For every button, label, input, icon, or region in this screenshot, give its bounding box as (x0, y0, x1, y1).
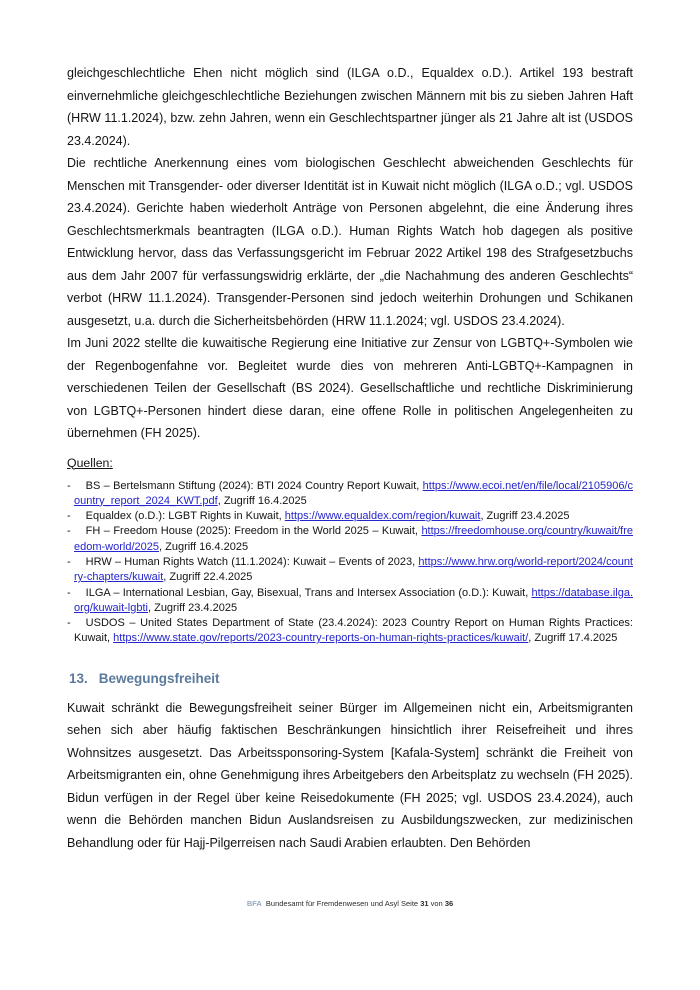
source-link[interactable]: https://www.state.gov/reports/2023-country-reports-on-human-rights-practices/kuwait/ (113, 632, 529, 645)
source-text: ILGA – International Lesbian, Gay, Bisexual, Trans and Intersex Association (o.D.): Kuwait, (85, 586, 532, 599)
source-link[interactable]: https://www.hrw.org/world-report/2024/country-chapters/kuwait (74, 555, 633, 584)
source-link[interactable]: https://freedomhouse.org/country/kuwait/freedom-world/2025 (74, 525, 633, 553)
source-link[interactable]: https://www.ecoi.net/en/file/local/2105906/country_report_2024_KWT.pdf (74, 479, 633, 507)
source-text: , Zugriff 23.4.2025 (480, 510, 570, 523)
section-number: 13. (69, 670, 88, 686)
page-footer (0, 898, 700, 909)
bullet-dash: - (67, 555, 71, 568)
footer-of-label: von (430, 899, 443, 908)
source-text: BS – Bertelsmann Stiftung (2024): BTI 2024 Country Report Kuwait, (85, 479, 423, 492)
sources-section (67, 456, 633, 647)
source-item (67, 524, 633, 555)
footer-page-current: 31 (420, 899, 429, 908)
paragraph-same-sex-law: gleichgeschlechtliche Ehen nicht möglich sind (ILGA o.D., Equaldex o.D.). Artikel 193 bestraft einvernehmliche gleichgeschlechtliche Beziehungen zwischen Männern mit bis zu sieben Jahren Haft (HRW 11.1.2024), bzw. zehn Jahren, wenn ein Geschlechtspartner jünger als 21 Jahre alt ist (USDOS 23.4.2024). (67, 66, 633, 148)
paragraph-lgbtq-censorship: Im Juni 2022 stellte die kuwaitische Regierung eine Initiative zur Zensur von LGBTQ+-Symbolen wie der Regenbogenfahne vor. Begleitet wurde dies von mehreren Anti-LGBTQ+-Kampagnen in verschiedenen Teilen der Gesellschaft (BS 2024). Gesellschaftliche und rechtliche Diskriminierung von LGBTQ+-Personen hindert diese daran, eine offene Rolle in politischen Angelegenheiten zu übernehmen (FH 2025). (67, 336, 633, 440)
footer-page-label: Seite (401, 899, 419, 908)
source-link[interactable]: https://database.ilga.org/kuwait-lgbti (74, 586, 633, 614)
source-link[interactable]: https://www.equaldex.com/region/kuwait (284, 510, 481, 523)
section-heading (69, 669, 633, 688)
source-text: USDOS – United States Department of State (23.4.2024): 2023 Country Report on Human Rights Practices: Kuwait, (74, 617, 633, 645)
bullet-dash: - (67, 510, 71, 523)
source-item (67, 555, 633, 586)
source-item (67, 616, 633, 647)
page-content (67, 62, 633, 854)
bullet-dash: - (67, 617, 71, 630)
bullet-dash: - (67, 479, 71, 492)
source-text: , Zugriff 22.4.2025 (163, 571, 253, 584)
source-text: , Zugriff 16.4.2025 (217, 494, 307, 507)
source-item (67, 479, 633, 510)
source-item (67, 586, 633, 617)
source-item (67, 509, 633, 524)
bullet-dash: - (67, 586, 71, 599)
footer-page-total: 36 (444, 899, 454, 908)
source-text: HRW – Human Rights Watch (11.1.2024): Kuwait – Events of 2023, (85, 555, 419, 568)
paragraph-bewegungsfreiheit: Kuwait schränkt die Bewegungsfreiheit seiner Bürger im Allgemeinen nicht ein, Arbeitsmigranten sehen sich aber häufig faktischen Beschränkungen hinsichtlich ihrer Reisefreiheit und ihres Wohnsitzes ausgesetzt. Das Arbeitssponsoring-System [Kafala-System] schränkt die Freiheit von Arbeitsmigranten ein, ohne Genehmigung ihres Arbeitgebers den Arbeitsplatz zu wechseln (FH 2025). Bidun verfügen in der Regel über keine Reisedokumente (FH 2025; vgl. USDOS 23.4.2024), auch wenn die Behörden manchen Bidun Auslandsreisen zu Ausbildungszwecken, zur medizinischen Behandlung oder für Hajj-Pilgerreisen nach Saudi Arabien erlaubten. Den Behörden (67, 700, 633, 850)
sources-list (67, 479, 633, 647)
section-title: Bewegungsfreiheit (98, 670, 220, 686)
source-text: , Zugriff 16.4.2025 (159, 540, 249, 553)
bullet-dash: - (67, 525, 71, 538)
source-text: , Zugriff 17.4.2025 (528, 632, 618, 645)
source-text: Equaldex (o.D.): LGBT Rights in Kuwait, (85, 510, 285, 523)
source-text: FH – Freedom House (2025): Freedom in the World 2025 – Kuwait, (85, 525, 422, 538)
sources-label: Quellen: (67, 455, 113, 470)
source-text: , Zugriff 23.4.2025 (147, 601, 238, 614)
footer-org-name: Bundesamt für Fremdenwesen und Asyl (265, 899, 399, 908)
paragraph-transgender-recognition: Die rechtliche Anerkennung eines vom biologischen Geschlecht abweichenden Geschlechts für Menschen mit Transgender- oder diverser Identität ist in Kuwait nicht möglich (ILGA o.D.; vgl. USDOS 23.4.2024). Gerichte haben wiederholt Anträge von Personen abgelehnt, die eine Änderung ihres Geschlechtsmerkmals beantragten (ILGA o.D.). Human Rights Watch hob dagegen als positive Entwicklung hervor, dass das Verfassungsgericht im Februar 2022 Artikel 198 des Strafgesetzbuchs aus dem Jahr 2007 für verfassungswidrig erklärte, der „die Nachahmung des anderen Geschlechts“ verbot (HRW 11.1.2024). Transgender-Personen sind jedoch weiterhin Drohungen und Schikanen ausgesetzt, u.a. durch die Sicherheitsbehörden (HRW 11.1.2024; vgl. USDOS 23.4.2024). (67, 156, 633, 328)
footer-org-abbr: BFA (246, 899, 262, 908)
